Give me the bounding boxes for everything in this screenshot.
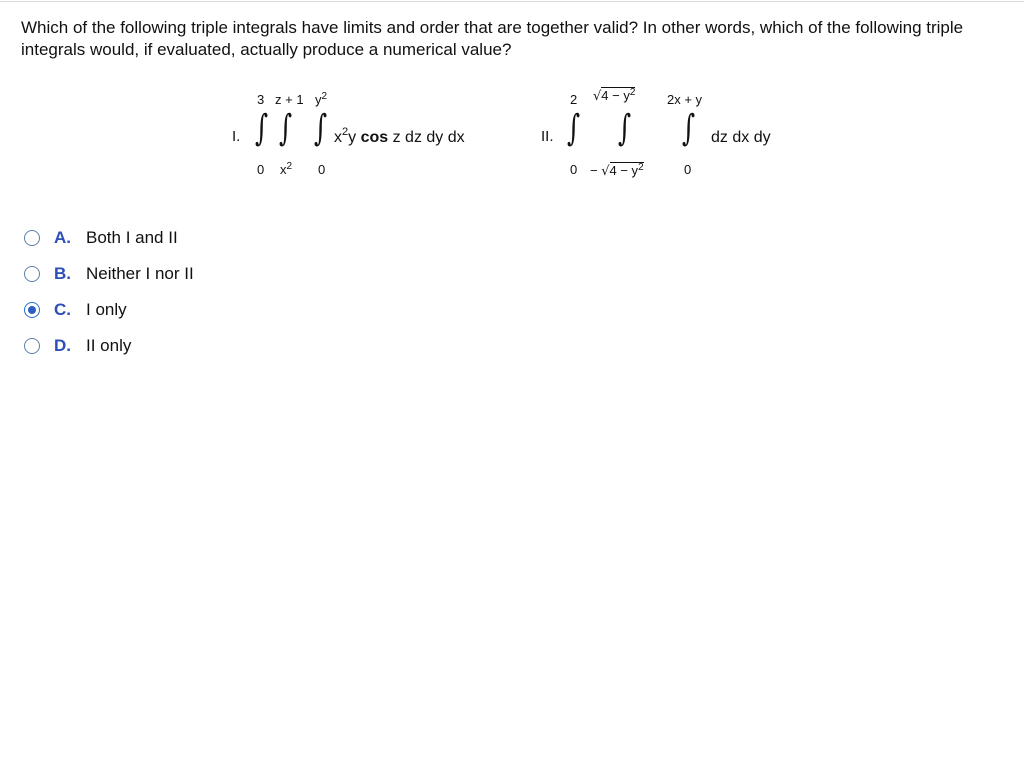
choice-label: I only: [86, 300, 127, 319]
choice-letter: A.: [54, 228, 71, 247]
choice-label: Neither I nor II: [86, 264, 194, 283]
choice-a[interactable]: [24, 220, 194, 256]
answer-choices: [24, 220, 194, 364]
radio-dot-icon: [28, 306, 36, 314]
integral-sign-icon: ∫: [314, 108, 328, 149]
integral-one-inner-lower: 0: [318, 162, 326, 177]
integral-two-numeral: II.: [541, 128, 554, 145]
choice-label: Both I and II: [86, 228, 178, 247]
integral-one-integrand: $x^2y$ cos z dz dy dx: [334, 126, 465, 146]
integral-sign-icon: ∫: [567, 108, 581, 149]
choice-letter: D.: [54, 336, 71, 355]
radio-button-selected-icon[interactable]: [24, 302, 40, 318]
integral-sign-icon: ∫: [279, 108, 293, 149]
integral-one-middle-lower: $x^2$: [280, 161, 293, 177]
top-divider: [0, 1, 1024, 2]
question-prompt: Which of the following triple integrals have limits and order that are together valid? In other words, which of the following triple integrals would, if evaluated, actually produce a numerical value?: [21, 18, 964, 59]
integral-one-outer-upper: 3: [257, 92, 265, 107]
integral-two-differentials: dz dx dy: [711, 129, 771, 146]
integral-two-outer-lower: 0: [570, 162, 578, 177]
choice-letter: C.: [54, 300, 71, 319]
integral-sign-icon: ∫: [682, 108, 696, 149]
integral-one-outer-lower: 0: [257, 162, 265, 177]
integral-sign-icon: ∫: [618, 108, 632, 149]
integral-sign-icon: ∫: [255, 108, 269, 149]
integral-one-inner-upper: $y^2$: [315, 91, 328, 107]
integral-one-middle-upper: z + 1: [275, 92, 304, 107]
choice-label: II only: [86, 336, 132, 355]
choice-letter: B.: [54, 264, 71, 283]
integral-one-numeral: I.: [232, 128, 241, 145]
integral-two-inner-upper: 2x + y: [667, 92, 703, 107]
integral-two-inner-lower: 0: [684, 162, 692, 177]
integral-two-middle-lower: − $√4 - y^2$: [590, 162, 644, 179]
choice-c[interactable]: [24, 292, 194, 328]
radio-button-icon[interactable]: [24, 338, 40, 354]
radio-button-icon[interactable]: [24, 230, 40, 246]
choice-b[interactable]: [24, 256, 194, 292]
integral-two-middle-upper: $√4 - y^2$: [593, 87, 636, 104]
radio-button-icon[interactable]: [24, 266, 40, 282]
integral-two-outer-upper: 2: [570, 92, 578, 107]
choice-d[interactable]: [24, 328, 194, 364]
